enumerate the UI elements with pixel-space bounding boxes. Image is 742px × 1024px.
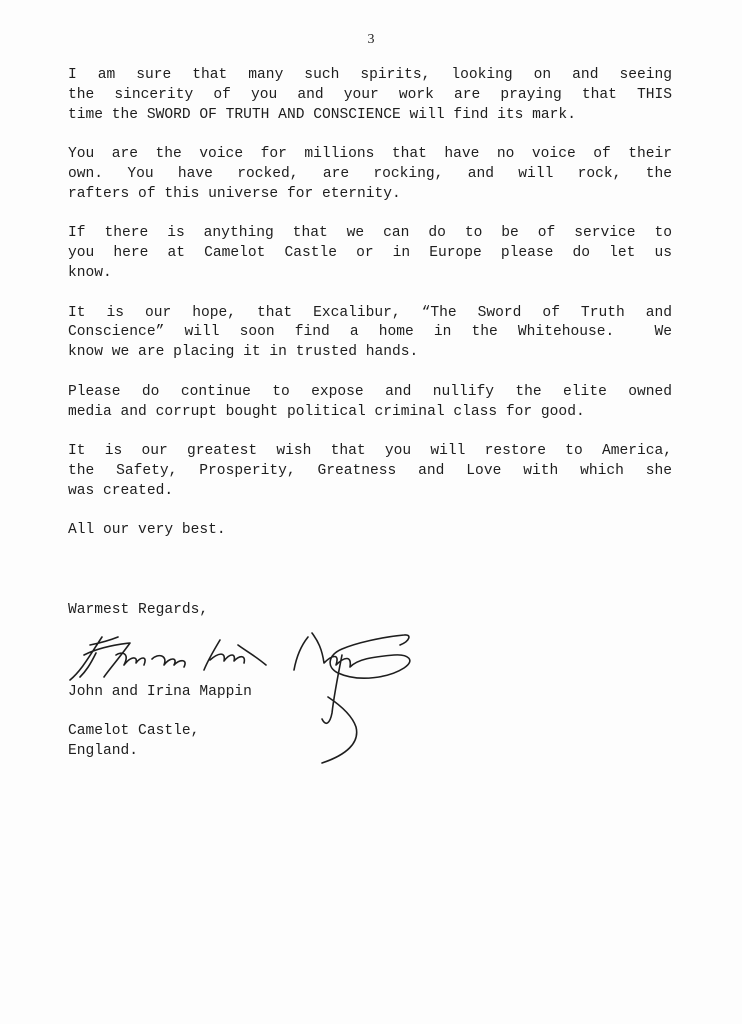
- text-line: If there is anything that we can do to be of service to: [68, 225, 672, 242]
- paragraph: [68, 521, 672, 541]
- text-line: I am sure that many such spirits, looking on and seeing: [68, 67, 672, 83]
- paragraph: [68, 224, 672, 283]
- sender-address: [68, 722, 199, 762]
- text-line: you here at Camelot Castle or in Europe please do let us: [68, 245, 672, 262]
- paragraph: [68, 383, 672, 423]
- text-line: own. You have rocked, are rocking, and will rock, the: [68, 165, 672, 182]
- page-number: 3: [367, 32, 375, 47]
- text-line: know.: [68, 264, 112, 281]
- paragraph: [68, 145, 672, 204]
- text-line: You are the voice for millions that have no voice of their: [68, 146, 672, 163]
- signatory-names: John and Irina Mappin: [68, 684, 252, 700]
- text-line: was created.: [68, 482, 174, 499]
- address-line: Camelot Castle,: [68, 723, 200, 739]
- text-line: the Safety, Prosperity, Greatness and Love with which she: [68, 462, 672, 479]
- text-line: Please do continue to expose and nullify the elite owned: [68, 383, 672, 400]
- text-line: the sincerity of you and your work are praying that THIS: [68, 86, 672, 103]
- closing-salutation: Warmest Regards,: [68, 602, 209, 618]
- paragraph: [68, 442, 672, 501]
- text-line: Conscience” will soon find a home in the Whitehouse. We: [68, 324, 672, 341]
- letter-body: [68, 66, 672, 561]
- address-line: England.: [68, 742, 139, 759]
- text-line: rafters of this universe for eternity.: [68, 185, 401, 202]
- text-line: It is our greatest wish that you will restore to America,: [68, 443, 672, 460]
- text-line: know we are placing it in trusted hands.: [68, 344, 419, 361]
- text-line: media and corrupt bought political criminal class for good.: [68, 403, 585, 420]
- paragraph: [68, 66, 672, 125]
- text-line: All our very best.: [68, 522, 226, 539]
- text-line: time the SWORD OF TRUTH AND CONSCIENCE will find its mark.: [68, 106, 576, 123]
- paragraph: [68, 304, 672, 363]
- text-line: It is our hope, that Excalibur, “The Sword of Truth and: [68, 304, 672, 321]
